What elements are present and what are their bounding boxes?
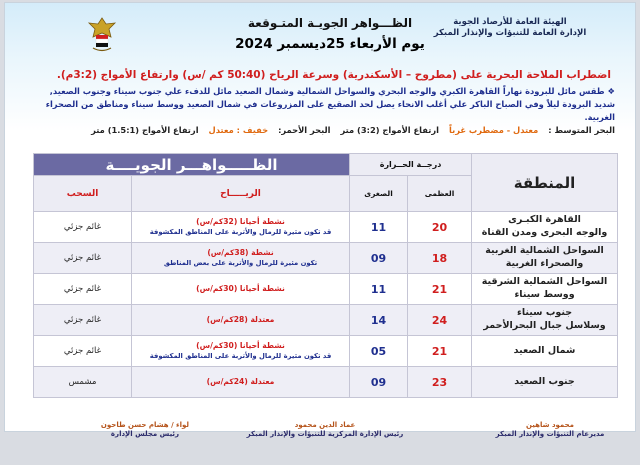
wind-note: قد تكون مثيرة للرمال والأتربة على المناطق المكشوفة	[149, 351, 332, 360]
max-temp-cell: 21	[408, 274, 472, 305]
min-temp-cell: 09	[350, 243, 408, 274]
document-header	[205, 16, 455, 52]
min-temp-cell: 05	[350, 336, 408, 367]
wind-cell	[132, 274, 350, 305]
max-temp-cell: 20	[408, 212, 472, 243]
max-temp-header: العظمى	[408, 176, 472, 212]
weather-description	[25, 85, 615, 124]
signature-forecast-director: محمود شاهين مديرعام التنبؤات والإنذار المبكر	[495, 421, 605, 439]
document-title: الظـــواهر الجويـة المتـوقعة	[247, 16, 413, 30]
wind-note: قد تكون مثيرة للرمال والأتربة على المناطق المكشوفة	[149, 227, 332, 236]
clouds-cell: غائم جزئي	[34, 336, 132, 367]
clouds-cell: غائم جزئي	[34, 305, 132, 336]
region-header: المنطقة	[472, 154, 618, 212]
med-sea-label: البحر المتوسط :	[548, 125, 615, 135]
clouds-cell: غائم جزئي	[34, 243, 132, 274]
wind-speed: معتدلة (24كم/س)	[206, 376, 275, 386]
wind-speed: نشطة أحيانا (32كم/س)	[196, 216, 285, 226]
region-cell: السواحل الشمالية الشرقية ووسط سيناء	[472, 274, 618, 305]
red-sea-state: خفيف : معتدل	[208, 125, 269, 135]
sea-conditions	[25, 125, 615, 136]
org-department: الإدارة العامة للتنبؤات والإنذار المبكر	[433, 28, 587, 39]
org-name: الهيئة العامة للأرصاد الجوية	[453, 17, 567, 27]
max-temp-cell: 23	[408, 367, 472, 398]
signature-chairman: لواء / هشام حسن طاحون رئيس مجلس الإدارة	[100, 421, 190, 439]
region-cell: جنوب الصعيد	[472, 367, 618, 398]
region-cell: جنوب سيناء وسلاسل جبال البحرالأحمر	[472, 305, 618, 336]
red-sea-waves: ارتفاع الأمواج (1.5:1) متر	[91, 125, 199, 135]
clouds-header: السحب	[34, 176, 132, 212]
min-temp-cell: 09	[350, 367, 408, 398]
temperature-header: درجــة الحــرارة	[350, 154, 472, 176]
max-temp-cell: 18	[408, 243, 472, 274]
clouds-cell: مشمس	[34, 367, 132, 398]
table-header-row	[34, 154, 618, 176]
signature-central-director: عماد الدين محمود رئيس الإدارة المركزية للتنبؤات والإنذار المبكر	[246, 421, 404, 439]
description-line-1: ❖طقس مائل للبرودة نهاراً القاهرة الكبري والوجه البحري والسواحل الشمالية وشمال الصعيد مائل للدفء علي جنوب سيناء وجنوب الصعيد,	[49, 86, 615, 96]
table-row	[34, 243, 618, 274]
wind-cell	[132, 305, 350, 336]
red-sea-label: البحر الأحمر:	[278, 125, 331, 135]
winds-header: الريـــــاح	[132, 176, 350, 212]
wind-speed: معتدلة (28كم/س)	[206, 314, 275, 324]
bullet-diamond-icon: ❖	[607, 86, 615, 96]
document-date: يوم الأربعاء 25ديسمبر 2024	[235, 36, 425, 52]
table-row	[34, 274, 618, 305]
clouds-cell: غائم جزئي	[34, 274, 132, 305]
region-cell: شمال الصعيد	[472, 336, 618, 367]
wind-note: تكون مثيرة للرمال والأتربة على بعض المناطق	[163, 258, 318, 267]
forecast-sheet	[4, 2, 636, 439]
max-temp-cell: 21	[408, 336, 472, 367]
marine-warning: اضطراب الملاحة البحرية على (مطروح – الأسكندرية) وسرعة الرياح (50:40 كم /س) وارتفاع الأمواج (3:2م).	[56, 69, 611, 81]
wind-cell	[132, 336, 350, 367]
table-row	[34, 212, 618, 243]
min-temp-cell: 11	[350, 212, 408, 243]
table-row	[34, 336, 618, 367]
wind-cell	[132, 367, 350, 398]
min-temp-header: الصغرى	[350, 176, 408, 212]
wind-speed: نشطة (38كم/س)	[207, 247, 274, 257]
eagle-logo-icon	[85, 15, 119, 55]
region-cell: السواحل الشمالية الغربية والصحراء الغربية	[472, 243, 618, 274]
table-row	[34, 305, 618, 336]
max-temp-cell: 24	[408, 305, 472, 336]
wind-cell	[132, 212, 350, 243]
description-line-2: شديد البرودة ليلاً وفي الصباح الباكر علي أغلب الانحاء يصل لحد الصقيع على المزروعات في شمال الصعيد ووسط سيناء ومناطق من الصحراء الغربية.	[45, 98, 615, 122]
wind-speed: نشطة أحيانا (30كم/س)	[196, 283, 285, 293]
phenomena-header: الظـــــواهـــر الجويــــة	[34, 154, 350, 176]
wind-cell	[132, 243, 350, 274]
min-temp-cell: 14	[350, 305, 408, 336]
forecast-table	[33, 153, 618, 398]
clouds-cell: غائم جزئي	[34, 212, 132, 243]
table-row	[34, 367, 618, 398]
region-cell: القاهرة الكبـرى والوجه البحرى ومدن القناة	[472, 212, 618, 243]
med-sea-waves: ارتفاع الأمواج (3:2) متر	[340, 125, 439, 135]
wind-speed: نشطة أحيانا (30كم/س)	[196, 340, 285, 350]
min-temp-cell: 11	[350, 274, 408, 305]
med-sea-state: معتدل - مضطرب غرباً	[448, 125, 539, 135]
